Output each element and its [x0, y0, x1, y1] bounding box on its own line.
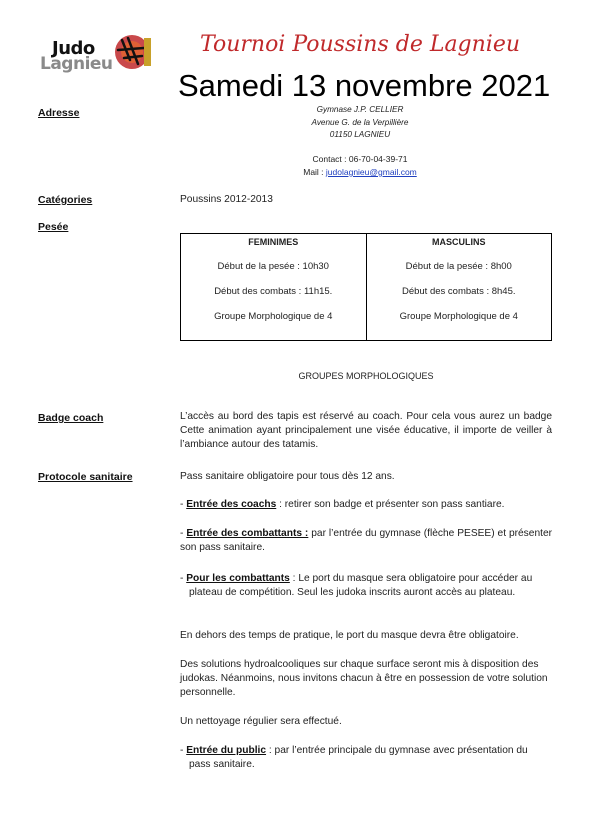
protocole-coachs: - Entrée des coachs : retirer son badge et présenter son pass santiare. [180, 499, 505, 510]
label-protocole-sanitaire: Protocole sanitaire [38, 471, 133, 483]
groupes-morphologiques-heading: GROUPES MORPHOLOGIQUES [298, 371, 434, 381]
contact-block [240, 153, 480, 179]
masculins-column [366, 234, 552, 341]
label-badge-coach: Badge coach [38, 412, 104, 424]
categories-value: Poussins 2012-2013 [180, 194, 273, 205]
coachs-label: Entrée des coachs [186, 499, 277, 510]
contact-phone: Contact : 06-70-04-39-71 [312, 154, 408, 164]
protocole-pass: Pass sanitaire obligatoire pour tous dès 12 ans. [180, 471, 395, 482]
mail-link[interactable]: judolagnieu@gmail.com [325, 167, 417, 177]
address-line-1: Gymnase J.P. CELLIER [316, 105, 404, 114]
label-categories: Catégories [38, 194, 93, 206]
label-adresse: Adresse [38, 107, 80, 119]
feminines-groupe: Groupe Morphologique de 4 [214, 311, 333, 322]
combattants-label: Entrée des combattants : [186, 528, 309, 539]
protocole-public: - Entrée du public : par l’entrée principale du gymnase avec présentation du pass sanitaire. [180, 745, 528, 770]
address-line-2: Avenue G. de la Verpillière [311, 117, 409, 127]
feminines-combats: Début des combats : 11h15. [214, 286, 333, 297]
protocole-hydroalcoolique: Des solutions hydroalcooliques sur chaque surface seront mis à disposition des judokas. Néanmoins, nous invitons chacun à être en possession de votre solution personnelle. [180, 659, 548, 698]
contact-mail: Mail : judolagnieu@gmail.com [303, 167, 417, 177]
club-logo [38, 30, 156, 76]
weigh-in-table [180, 233, 552, 341]
masculins-heading: MASCULINS [432, 237, 486, 247]
tournament-date: Samedi 13 novembre 2021 [178, 68, 551, 103]
public-label: Entrée du public [186, 745, 267, 756]
feminines-pesee: Début de la pesée : 10h30 [217, 261, 329, 272]
protocole-masque-combattants: - Pour les combattants : Le port du masque sera obligatoire pour accéder au plateau de compétition. Seul les judoka inscrits auront accès au plateau. [180, 573, 533, 598]
masculins-combats: Début des combats : 8h45. [401, 286, 516, 297]
label-pesee: Pesée [38, 221, 69, 233]
address-line-3: 01150 LAGNIEU [329, 130, 391, 139]
tournament-title: Tournoi Poussins de Lagnieu [200, 32, 521, 57]
masculins-groupe: Groupe Morphologique de 4 [399, 311, 518, 322]
masculins-pesee: Début de la pesée : 8h00 [405, 261, 512, 272]
protocole-masque-general: En dehors des temps de pratique, le port du masque devra être obligatoire. [180, 630, 519, 641]
logo-judo-text: Judo [52, 38, 95, 59]
pour-combattants-label: Pour les combattants [186, 573, 290, 584]
badge-coach-text: L’accès au bord des tapis est réservé au coach. Pour cela vous aurez un badge Cette animation ayant principalement une visée éducative, il importe de veiller à l’ambiance autour des tatamis. [180, 411, 552, 450]
protocole-combattants: - Entrée des combattants : par l’entrée du gymnase (flèche PESEE) et présenter son pass sanitaire. [180, 528, 552, 553]
judo-emblem-icon [108, 30, 152, 74]
logo-town-text: Lagnieu [40, 54, 113, 74]
feminines-column [181, 234, 367, 341]
address-block [240, 104, 480, 142]
feminines-heading: FEMINIMES [248, 237, 299, 247]
protocole-nettoyage: Un nettoyage régulier sera effectué. [180, 716, 342, 727]
